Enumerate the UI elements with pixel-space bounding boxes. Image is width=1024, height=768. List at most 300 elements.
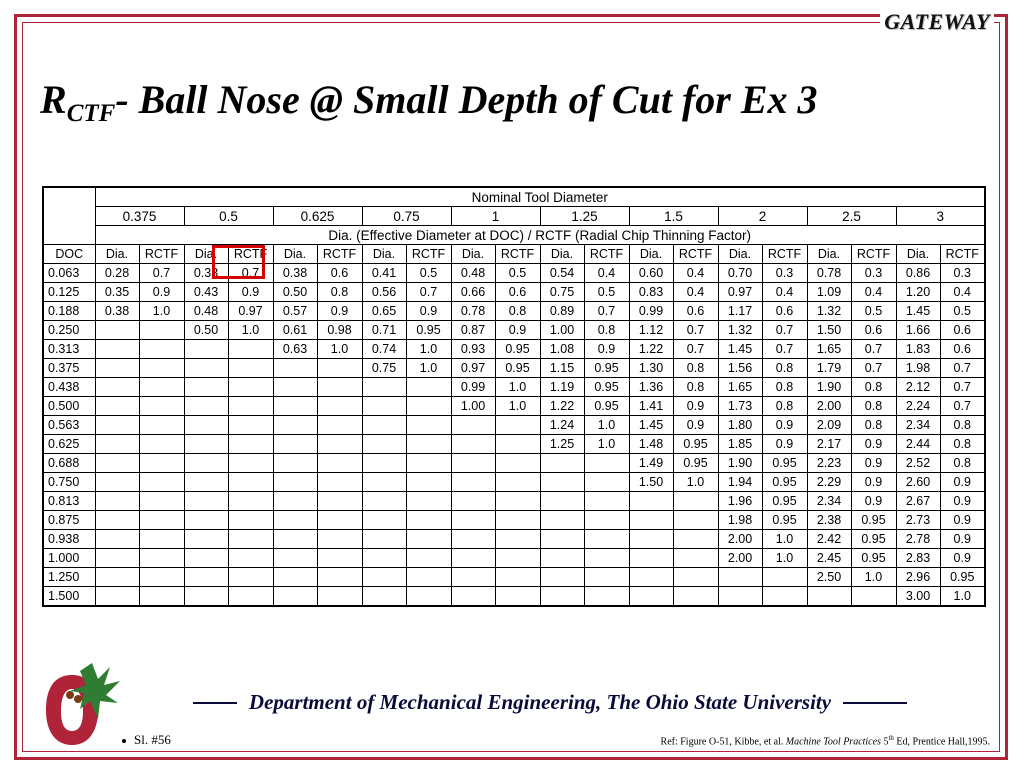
rctf-cell bbox=[495, 568, 540, 587]
rctf-cell bbox=[139, 511, 184, 530]
rctf-cell: 0.7 bbox=[762, 340, 807, 359]
doc-cell: 0.188 bbox=[43, 302, 95, 321]
rctf-cell bbox=[228, 568, 273, 587]
dia-cell: 1.98 bbox=[718, 511, 762, 530]
doc-cell: 0.438 bbox=[43, 378, 95, 397]
rctf-cell bbox=[584, 549, 629, 568]
rctf-cell: 0.9 bbox=[673, 397, 718, 416]
dia-cell bbox=[95, 530, 139, 549]
rctf-cell: 0.8 bbox=[762, 397, 807, 416]
bullet-icon bbox=[122, 739, 126, 743]
nominal-diameter-cell: 0.5 bbox=[184, 207, 273, 226]
rctf-cell bbox=[673, 530, 718, 549]
doc-cell: 1.250 bbox=[43, 568, 95, 587]
dia-cell bbox=[540, 454, 584, 473]
rctf-cell: 0.8 bbox=[673, 378, 718, 397]
rctf-cell: 0.5 bbox=[584, 283, 629, 302]
dia-cell: 0.66 bbox=[451, 283, 495, 302]
dia-cell: 1.65 bbox=[807, 340, 851, 359]
dia-cell bbox=[184, 492, 228, 511]
dia-cell: 1.79 bbox=[807, 359, 851, 378]
table-row bbox=[43, 378, 985, 397]
dia-cell: 2.96 bbox=[896, 568, 940, 587]
rctf-cell: 0.9 bbox=[317, 302, 362, 321]
rctf-cell bbox=[228, 492, 273, 511]
table-row bbox=[43, 416, 985, 435]
dia-cell bbox=[273, 454, 317, 473]
dia-cell bbox=[451, 549, 495, 568]
dia-cell: 0.57 bbox=[273, 302, 317, 321]
ref-edition: 5 bbox=[880, 736, 889, 748]
rctf-cell: 0.6 bbox=[851, 321, 896, 340]
rctf-cell bbox=[673, 492, 718, 511]
rctf-cell: 0.3 bbox=[762, 264, 807, 283]
dia-cell: 1.12 bbox=[629, 321, 673, 340]
dia-cell: 0.60 bbox=[629, 264, 673, 283]
dia-cell: 1.25 bbox=[540, 435, 584, 454]
rctf-cell bbox=[495, 511, 540, 530]
rctf-cell: 0.95 bbox=[762, 492, 807, 511]
dia-cell: 1.90 bbox=[807, 378, 851, 397]
dia-cell: 1.94 bbox=[718, 473, 762, 492]
dia-cell bbox=[184, 568, 228, 587]
dia-cell: 1.22 bbox=[540, 397, 584, 416]
rctf-cell: 1.0 bbox=[228, 321, 273, 340]
rctf-cell bbox=[228, 587, 273, 607]
rctf-cell: 0.7 bbox=[139, 264, 184, 283]
rctf-cell bbox=[139, 378, 184, 397]
dia-cell bbox=[451, 568, 495, 587]
dia-cell: 1.50 bbox=[629, 473, 673, 492]
column-label-cell: Dia. bbox=[184, 245, 228, 264]
rctf-cell bbox=[317, 359, 362, 378]
column-label-cell: Dia. bbox=[807, 245, 851, 264]
doc-cell: 0.875 bbox=[43, 511, 95, 530]
corner-cell bbox=[43, 187, 95, 245]
dia-cell bbox=[184, 511, 228, 530]
rctf-cell: 0.6 bbox=[762, 302, 807, 321]
nominal-diameter-cell: 1.25 bbox=[540, 207, 629, 226]
dia-cell: 0.38 bbox=[95, 302, 139, 321]
dia-cell bbox=[718, 587, 762, 607]
dia-cell bbox=[451, 454, 495, 473]
dia-cell bbox=[540, 511, 584, 530]
rctf-cell bbox=[406, 530, 451, 549]
column-label-cell: Dia. bbox=[95, 245, 139, 264]
dia-cell bbox=[95, 340, 139, 359]
rctf-cell bbox=[406, 416, 451, 435]
dia-cell bbox=[184, 454, 228, 473]
rctf-cell bbox=[228, 454, 273, 473]
rctf-cell bbox=[584, 473, 629, 492]
dia-cell bbox=[540, 568, 584, 587]
rctf-cell bbox=[495, 473, 540, 492]
dia-cell: 0.75 bbox=[362, 359, 406, 378]
dia-cell bbox=[451, 416, 495, 435]
rctf-cell: 1.0 bbox=[406, 340, 451, 359]
ref-suffix: Ed, Prentice Hall,1995. bbox=[893, 736, 990, 748]
rctf-cell: 0.7 bbox=[406, 283, 451, 302]
rctf-cell: 0.5 bbox=[851, 302, 896, 321]
doc-cell: 0.250 bbox=[43, 321, 95, 340]
dia-cell bbox=[95, 378, 139, 397]
rctf-cell: 0.8 bbox=[851, 416, 896, 435]
dia-cell bbox=[184, 340, 228, 359]
rctf-cell bbox=[317, 378, 362, 397]
rctf-cell: 0.7 bbox=[228, 264, 273, 283]
rctf-cell: 0.95 bbox=[940, 568, 985, 587]
rctf-cell: 0.3 bbox=[940, 264, 985, 283]
rctf-cell bbox=[584, 530, 629, 549]
dia-cell bbox=[184, 473, 228, 492]
rctf-cell: 0.7 bbox=[940, 397, 985, 416]
dia-cell: 2.78 bbox=[896, 530, 940, 549]
dia-cell bbox=[362, 397, 406, 416]
dia-cell bbox=[362, 435, 406, 454]
rctf-cell: 1.0 bbox=[762, 549, 807, 568]
dia-cell: 0.50 bbox=[273, 283, 317, 302]
doc-cell: 1.500 bbox=[43, 587, 95, 607]
rctf-cell: 0.8 bbox=[940, 454, 985, 473]
dia-cell: 2.34 bbox=[896, 416, 940, 435]
rctf-cell: 0.7 bbox=[762, 321, 807, 340]
column-label-cell: RCTF bbox=[762, 245, 807, 264]
dia-cell: 1.20 bbox=[896, 283, 940, 302]
dia-cell bbox=[184, 378, 228, 397]
column-label-cell: Dia. bbox=[718, 245, 762, 264]
column-label-cell: Dia. bbox=[896, 245, 940, 264]
doc-cell: 1.000 bbox=[43, 549, 95, 568]
rctf-cell bbox=[673, 511, 718, 530]
dia-cell bbox=[184, 435, 228, 454]
rctf-cell bbox=[139, 454, 184, 473]
dia-cell bbox=[273, 492, 317, 511]
rctf-cell: 0.9 bbox=[851, 435, 896, 454]
dia-cell: 1.45 bbox=[896, 302, 940, 321]
dia-cell: 2.60 bbox=[896, 473, 940, 492]
nominal-diameter-cell: 2.5 bbox=[807, 207, 896, 226]
rctf-cell bbox=[228, 340, 273, 359]
rctf-cell: 0.8 bbox=[317, 283, 362, 302]
rctf-cell bbox=[139, 340, 184, 359]
column-label-cell: Dia. bbox=[629, 245, 673, 264]
rctf-cell bbox=[495, 416, 540, 435]
dia-cell bbox=[629, 530, 673, 549]
doc-cell: 0.625 bbox=[43, 435, 95, 454]
rctf-cell bbox=[495, 454, 540, 473]
rctf-cell: 0.95 bbox=[584, 359, 629, 378]
rctf-cell: 0.7 bbox=[673, 340, 718, 359]
dia-cell bbox=[540, 530, 584, 549]
dia-cell bbox=[184, 530, 228, 549]
dia-cell: 2.00 bbox=[718, 530, 762, 549]
rctf-cell bbox=[495, 587, 540, 607]
nominal-diameter-cell: 0.625 bbox=[273, 207, 362, 226]
title-subscript: CTF bbox=[66, 100, 116, 127]
rctf-cell: 0.9 bbox=[762, 435, 807, 454]
header-row-group bbox=[43, 187, 985, 207]
rctf-cell bbox=[228, 416, 273, 435]
rctf-cell bbox=[139, 359, 184, 378]
dia-cell bbox=[95, 454, 139, 473]
table-row bbox=[43, 340, 985, 359]
rctf-cell: 0.8 bbox=[762, 359, 807, 378]
dia-cell bbox=[95, 321, 139, 340]
rctf-cell bbox=[139, 397, 184, 416]
dia-cell: 0.99 bbox=[629, 302, 673, 321]
rctf-cell bbox=[139, 473, 184, 492]
dia-cell: 1.85 bbox=[718, 435, 762, 454]
rctf-cell: 0.9 bbox=[851, 473, 896, 492]
rctf-cell: 0.4 bbox=[673, 264, 718, 283]
nominal-diameter-cell: 2 bbox=[718, 207, 807, 226]
rctf-cell bbox=[139, 549, 184, 568]
dia-cell: 1.50 bbox=[807, 321, 851, 340]
dia-cell bbox=[273, 587, 317, 607]
dia-cell: 0.54 bbox=[540, 264, 584, 283]
gateway-brand: GATEWAY bbox=[884, 9, 990, 34]
dia-cell bbox=[273, 549, 317, 568]
column-label-cell: Dia. bbox=[540, 245, 584, 264]
ref-book: Machine Tool Practices bbox=[785, 736, 881, 748]
column-label-cell: RCTF bbox=[584, 245, 629, 264]
brand-wrap bbox=[880, 7, 994, 37]
dia-cell bbox=[273, 568, 317, 587]
rctf-cell: 0.4 bbox=[673, 283, 718, 302]
dia-cell: 0.70 bbox=[718, 264, 762, 283]
dia-cell bbox=[184, 359, 228, 378]
column-label-cell: Dia. bbox=[362, 245, 406, 264]
rctf-cell: 0.8 bbox=[584, 321, 629, 340]
dia-cell: 0.50 bbox=[184, 321, 228, 340]
column-label-cell: DOC bbox=[43, 245, 95, 264]
rctf-cell bbox=[317, 397, 362, 416]
dia-cell: 1.17 bbox=[718, 302, 762, 321]
table-row bbox=[43, 492, 985, 511]
rctf-cell: 0.95 bbox=[762, 454, 807, 473]
rctf-cell bbox=[406, 549, 451, 568]
rctf-cell: 0.95 bbox=[584, 397, 629, 416]
rctf-cell bbox=[406, 473, 451, 492]
rctf-cell bbox=[673, 549, 718, 568]
rctf-cell: 0.9 bbox=[940, 549, 985, 568]
rctf-cell bbox=[406, 397, 451, 416]
dia-cell: 2.52 bbox=[896, 454, 940, 473]
nominal-diameter-cell: 1.5 bbox=[629, 207, 718, 226]
dia-cell: 2.23 bbox=[807, 454, 851, 473]
dia-cell: 1.49 bbox=[629, 454, 673, 473]
rctf-cell: 0.6 bbox=[673, 302, 718, 321]
dia-cell: 2.73 bbox=[896, 511, 940, 530]
rctf-cell bbox=[139, 568, 184, 587]
table-row bbox=[43, 549, 985, 568]
dia-cell bbox=[451, 435, 495, 454]
dia-cell bbox=[95, 511, 139, 530]
dia-cell bbox=[95, 416, 139, 435]
dia-cell: 1.19 bbox=[540, 378, 584, 397]
column-label-cell: RCTF bbox=[317, 245, 362, 264]
rctf-cell: 0.95 bbox=[851, 530, 896, 549]
dia-cell: 0.78 bbox=[451, 302, 495, 321]
rctf-cell: 1.0 bbox=[584, 416, 629, 435]
doc-cell: 0.125 bbox=[43, 283, 95, 302]
dia-cell: 1.00 bbox=[540, 321, 584, 340]
doc-cell: 0.375 bbox=[43, 359, 95, 378]
dia-cell bbox=[95, 397, 139, 416]
dia-cell bbox=[718, 568, 762, 587]
dia-cell: 0.35 bbox=[95, 283, 139, 302]
doc-cell: 0.063 bbox=[43, 264, 95, 283]
table-row bbox=[43, 454, 985, 473]
rctf-cell bbox=[317, 549, 362, 568]
table-row bbox=[43, 359, 985, 378]
rctf-cell bbox=[406, 568, 451, 587]
rctf-cell bbox=[406, 511, 451, 530]
rctf-cell bbox=[762, 587, 807, 607]
rctf-cell bbox=[762, 568, 807, 587]
rctf-cell: 1.0 bbox=[495, 397, 540, 416]
dia-cell: 2.09 bbox=[807, 416, 851, 435]
rctf-cell bbox=[317, 454, 362, 473]
dia-cell bbox=[273, 416, 317, 435]
dia-cell: 2.83 bbox=[896, 549, 940, 568]
table-row bbox=[43, 568, 985, 587]
rctf-cell: 0.95 bbox=[673, 454, 718, 473]
dia-cell bbox=[184, 549, 228, 568]
dia-cell: 0.99 bbox=[451, 378, 495, 397]
dia-cell: 2.17 bbox=[807, 435, 851, 454]
dia-cell: 0.38 bbox=[273, 264, 317, 283]
doc-cell: 0.313 bbox=[43, 340, 95, 359]
nominal-diameter-cell: 1 bbox=[451, 207, 540, 226]
rctf-cell: 0.9 bbox=[584, 340, 629, 359]
dia-cell: 1.32 bbox=[807, 302, 851, 321]
dia-cell bbox=[362, 511, 406, 530]
ref-edition-sup: th bbox=[888, 734, 894, 742]
doc-cell: 0.563 bbox=[43, 416, 95, 435]
footer-rule-right bbox=[843, 702, 907, 704]
column-label-cell: Dia. bbox=[451, 245, 495, 264]
dia-cell: 0.56 bbox=[362, 283, 406, 302]
dia-cell: 2.24 bbox=[896, 397, 940, 416]
dia-cell bbox=[184, 587, 228, 607]
dia-cell: 2.50 bbox=[807, 568, 851, 587]
dia-cell bbox=[95, 435, 139, 454]
dia-cell: 1.66 bbox=[896, 321, 940, 340]
dia-cell bbox=[95, 359, 139, 378]
title-rest: - Ball Nose @ Small Depth of Cut for Ex 3 bbox=[115, 77, 818, 122]
rctf-cell: 0.6 bbox=[495, 283, 540, 302]
rctf-cell: 0.95 bbox=[851, 511, 896, 530]
rctf-cell: 0.9 bbox=[673, 416, 718, 435]
rctf-cell: 0.7 bbox=[851, 340, 896, 359]
doc-cell: 0.750 bbox=[43, 473, 95, 492]
dia-cell: 2.42 bbox=[807, 530, 851, 549]
slide-title bbox=[40, 76, 818, 128]
rctf-cell bbox=[139, 416, 184, 435]
dia-cell bbox=[629, 492, 673, 511]
dia-cell: 0.75 bbox=[540, 283, 584, 302]
rctf-cell: 0.8 bbox=[851, 378, 896, 397]
dia-cell bbox=[629, 568, 673, 587]
rctf-cell bbox=[584, 587, 629, 607]
rctf-cell: 0.9 bbox=[495, 321, 540, 340]
rctf-cell: 1.0 bbox=[139, 302, 184, 321]
doc-cell: 0.688 bbox=[43, 454, 95, 473]
sub-header-cell: Dia. (Effective Diameter at DOC) / RCTF (Radial Chip Thinning Factor) bbox=[95, 226, 985, 245]
dia-cell: 1.80 bbox=[718, 416, 762, 435]
title-main: R bbox=[40, 77, 67, 122]
doc-cell: 0.938 bbox=[43, 530, 95, 549]
footer-rule-left bbox=[193, 702, 237, 704]
rctf-cell bbox=[317, 511, 362, 530]
rctf-cell: 0.97 bbox=[228, 302, 273, 321]
dia-cell: 0.78 bbox=[807, 264, 851, 283]
dia-cell bbox=[273, 378, 317, 397]
rctf-cell bbox=[584, 454, 629, 473]
rctf-cell: 0.6 bbox=[940, 340, 985, 359]
dia-cell bbox=[540, 473, 584, 492]
column-label-cell: Dia. bbox=[273, 245, 317, 264]
dia-cell bbox=[95, 492, 139, 511]
rctf-cell bbox=[317, 416, 362, 435]
column-label-cell: RCTF bbox=[673, 245, 718, 264]
dia-cell bbox=[362, 530, 406, 549]
rctf-cell bbox=[317, 435, 362, 454]
dia-cell: 1.48 bbox=[629, 435, 673, 454]
dia-cell: 0.87 bbox=[451, 321, 495, 340]
table-row bbox=[43, 264, 985, 283]
rctf-cell bbox=[228, 511, 273, 530]
rctf-cell: 0.6 bbox=[317, 264, 362, 283]
dia-cell: 1.83 bbox=[896, 340, 940, 359]
rctf-cell: 0.95 bbox=[673, 435, 718, 454]
rctf-cell bbox=[406, 435, 451, 454]
rctf-cell: 0.9 bbox=[762, 416, 807, 435]
dia-cell bbox=[362, 378, 406, 397]
dia-cell bbox=[629, 511, 673, 530]
reference bbox=[661, 734, 990, 747]
rctf-cell: 0.5 bbox=[406, 264, 451, 283]
rctf-cell bbox=[584, 492, 629, 511]
dia-cell bbox=[362, 549, 406, 568]
rctf-cell: 0.8 bbox=[851, 397, 896, 416]
table-row bbox=[43, 321, 985, 340]
dia-cell: 1.24 bbox=[540, 416, 584, 435]
rctf-cell: 0.9 bbox=[940, 530, 985, 549]
dia-cell: 2.45 bbox=[807, 549, 851, 568]
rctf-cell: 1.0 bbox=[317, 340, 362, 359]
dia-cell: 0.33 bbox=[184, 264, 228, 283]
rctf-cell bbox=[317, 530, 362, 549]
dia-cell bbox=[273, 530, 317, 549]
rctf-cell bbox=[317, 492, 362, 511]
dia-cell: 0.41 bbox=[362, 264, 406, 283]
rctf-cell bbox=[139, 587, 184, 607]
rctf-cell: 0.3 bbox=[851, 264, 896, 283]
rctf-cell bbox=[317, 473, 362, 492]
dia-cell: 2.12 bbox=[896, 378, 940, 397]
dia-cell bbox=[362, 454, 406, 473]
dia-cell bbox=[273, 359, 317, 378]
table-row bbox=[43, 302, 985, 321]
dia-cell bbox=[362, 473, 406, 492]
rctf-cell bbox=[228, 530, 273, 549]
rctf-cell: 0.7 bbox=[851, 359, 896, 378]
dia-cell: 2.29 bbox=[807, 473, 851, 492]
dia-cell bbox=[362, 587, 406, 607]
rctf-cell: 0.9 bbox=[228, 283, 273, 302]
